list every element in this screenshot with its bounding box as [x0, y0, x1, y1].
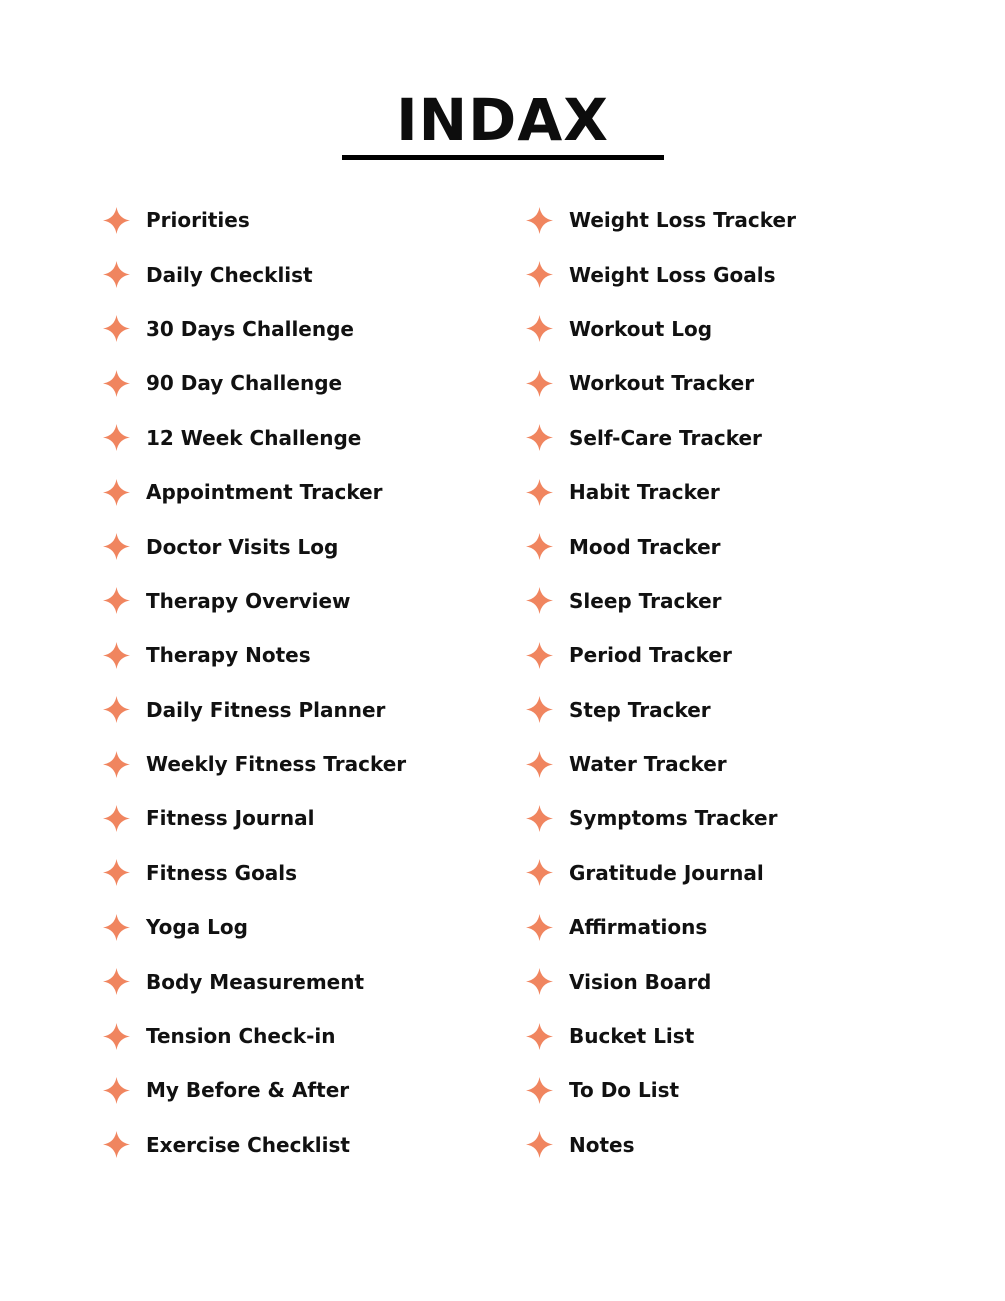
four-point-star-icon — [526, 587, 553, 614]
index-entry-label: 90 Day Challenge — [146, 371, 343, 396]
index-entry-label: 30 Days Challenge — [146, 316, 354, 341]
index-entry — [103, 247, 406, 301]
index-entry-label: Appointment Tracker — [146, 480, 383, 505]
index-entry-label: Daily Fitness Planner — [146, 697, 386, 722]
index-entry — [103, 900, 406, 954]
four-point-star-icon — [103, 914, 130, 941]
index-entry — [526, 1118, 796, 1172]
index-entry — [103, 628, 406, 682]
four-point-star-icon — [103, 424, 130, 451]
four-point-star-icon — [103, 859, 130, 886]
index-entry-label: Therapy Overview — [146, 588, 351, 613]
index-entry-label: Priorities — [146, 208, 250, 233]
index-entry-label: Notes — [569, 1132, 635, 1157]
index-entry — [103, 519, 406, 573]
index-entry-label: Weight Loss Tracker — [569, 208, 796, 233]
index-entry — [103, 683, 406, 737]
index-entry-label: 12 Week Challenge — [146, 425, 362, 450]
four-point-star-icon — [526, 207, 553, 234]
index-entry-label: Sleep Tracker — [569, 588, 722, 613]
index-entry — [526, 1009, 796, 1063]
index-entry-label: Mood Tracker — [569, 534, 721, 559]
index-list-right — [526, 193, 796, 1172]
index-entry — [526, 574, 796, 628]
four-point-star-icon — [526, 968, 553, 995]
index-entry — [526, 954, 796, 1008]
index-entry — [103, 411, 406, 465]
index-list-left — [103, 193, 406, 1172]
four-point-star-icon — [526, 859, 553, 886]
page-title: INDAX — [396, 86, 609, 154]
four-point-star-icon — [103, 533, 130, 560]
four-point-star-icon — [526, 1131, 553, 1158]
index-entry — [526, 411, 796, 465]
four-point-star-icon — [526, 751, 553, 778]
four-point-star-icon — [103, 805, 130, 832]
index-entry — [526, 791, 796, 845]
four-point-star-icon — [526, 370, 553, 397]
index-entry — [526, 683, 796, 737]
index-entry-label: Therapy Notes — [146, 643, 311, 668]
four-point-star-icon — [103, 261, 130, 288]
index-entry — [103, 302, 406, 356]
index-entry-label: To Do List — [569, 1078, 680, 1103]
index-entry-label: Gratitude Journal — [569, 860, 764, 885]
index-entry-label: Period Tracker — [569, 643, 732, 668]
four-point-star-icon — [526, 1077, 553, 1104]
index-entry — [103, 356, 406, 410]
four-point-star-icon — [103, 968, 130, 995]
index-entry-label: Vision Board — [569, 969, 712, 994]
index-entry — [103, 791, 406, 845]
four-point-star-icon — [526, 914, 553, 941]
index-entry-label: Body Measurement — [146, 969, 365, 994]
index-entry-label: Fitness Goals — [146, 860, 298, 885]
four-point-star-icon — [103, 696, 130, 723]
index-entry — [526, 356, 796, 410]
index-entry — [103, 193, 406, 247]
index-entry-label: Affirmations — [569, 915, 708, 940]
index-entry-label: Doctor Visits Log — [146, 534, 339, 559]
index-entry-label: Exercise Checklist — [146, 1132, 350, 1157]
index-entry-label: Tension Check-in — [146, 1024, 336, 1049]
index-entry-label: Daily Checklist — [146, 262, 313, 287]
four-point-star-icon — [103, 315, 130, 342]
four-point-star-icon — [103, 207, 130, 234]
index-entry — [526, 900, 796, 954]
index-entry-label: My Before & After — [146, 1078, 350, 1103]
index-entry — [526, 846, 796, 900]
four-point-star-icon — [526, 261, 553, 288]
index-entry — [103, 846, 406, 900]
four-point-star-icon — [103, 1131, 130, 1158]
four-point-star-icon — [526, 1023, 553, 1050]
index-entry-label: Step Tracker — [569, 697, 711, 722]
four-point-star-icon — [103, 642, 130, 669]
index-entry — [103, 1009, 406, 1063]
index-entry — [103, 737, 406, 791]
index-entry — [526, 193, 796, 247]
four-point-star-icon — [526, 642, 553, 669]
four-point-star-icon — [103, 479, 130, 506]
index-entry-label: Weekly Fitness Tracker — [146, 752, 407, 777]
four-point-star-icon — [103, 1023, 130, 1050]
four-point-star-icon — [103, 370, 130, 397]
index-entry — [526, 628, 796, 682]
index-entry-label: Self-Care Tracker — [569, 425, 762, 450]
index-entry-label: Symptoms Tracker — [569, 806, 778, 831]
four-point-star-icon — [526, 479, 553, 506]
index-entry-label: Fitness Journal — [146, 806, 315, 831]
index-entry — [526, 247, 796, 301]
index-entry-label: Workout Tracker — [569, 371, 755, 396]
index-entry — [103, 1063, 406, 1117]
index-entry — [526, 302, 796, 356]
index-entry — [526, 519, 796, 573]
index-entry-label: Water Tracker — [569, 752, 727, 777]
four-point-star-icon — [526, 805, 553, 832]
index-entry — [103, 954, 406, 1008]
index-entry-label: Workout Log — [569, 316, 713, 341]
index-entry-label: Bucket List — [569, 1024, 695, 1049]
index-entry-label: Yoga Log — [146, 915, 248, 940]
title-underline — [342, 155, 664, 160]
index-entry-label: Habit Tracker — [569, 480, 720, 505]
index-entry — [526, 1063, 796, 1117]
four-point-star-icon — [526, 533, 553, 560]
index-entry — [103, 574, 406, 628]
index-entry-label: Weight Loss Goals — [569, 262, 776, 287]
four-point-star-icon — [103, 1077, 130, 1104]
index-entry — [526, 737, 796, 791]
four-point-star-icon — [526, 696, 553, 723]
index-entry — [103, 1118, 406, 1172]
index-entry — [526, 465, 796, 519]
four-point-star-icon — [526, 424, 553, 451]
four-point-star-icon — [103, 751, 130, 778]
four-point-star-icon — [526, 315, 553, 342]
index-entry — [103, 465, 406, 519]
four-point-star-icon — [103, 587, 130, 614]
